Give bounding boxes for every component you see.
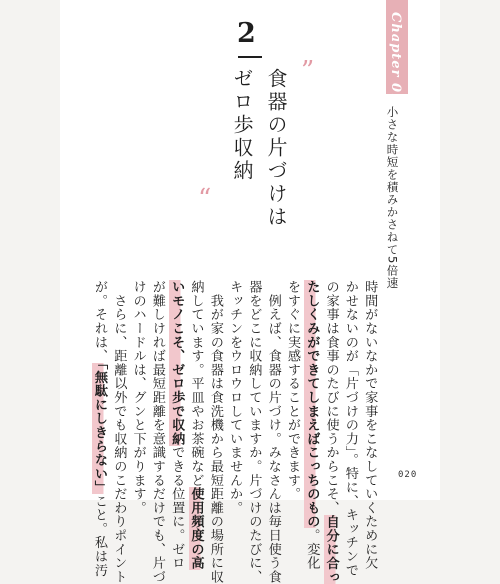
chapter-tab-label: Chapter 01 bbox=[388, 12, 403, 104]
open-quote-mark: ” bbox=[301, 56, 315, 86]
body-text-run: 我が家の食器は食洗機から最短距離の場所に収 bbox=[207, 280, 223, 584]
body-line bbox=[151, 280, 164, 584]
body-text-run: かせないのが「片づけの力」。特に、キッチンで bbox=[342, 280, 358, 577]
body-text-run: 納しています。平皿やお茶碗など bbox=[188, 280, 204, 487]
body-line bbox=[247, 280, 260, 584]
body-text-run: の家事は食事のたびに使うからこそ、 bbox=[323, 280, 339, 515]
highlighted-text: 使用頻度の高 bbox=[188, 487, 204, 570]
highlighted-text: たしくみができてしまえばこっちのもの bbox=[304, 280, 320, 529]
body-text-run: をすぐに実感することができます。 bbox=[285, 280, 300, 501]
body-text-run: 例えば、食器の片づけ。みなさんは毎日使う食 bbox=[265, 280, 281, 584]
body-text-run: 。変化 bbox=[304, 528, 320, 570]
body-line bbox=[170, 280, 183, 570]
body-line bbox=[112, 280, 125, 584]
body-line bbox=[93, 280, 106, 577]
body-text-run: こと。私は汚 bbox=[92, 494, 107, 578]
body-line bbox=[228, 280, 241, 515]
body-line bbox=[209, 280, 222, 584]
body-line bbox=[344, 280, 357, 577]
section-number-underline bbox=[238, 56, 262, 58]
close-quote-mark: “ bbox=[198, 184, 212, 214]
title-line-2: ゼロ歩収納 bbox=[230, 68, 254, 183]
body-text-run: が難しければ最短距離を意識するだけでも、片づ bbox=[149, 280, 165, 584]
body-text-run: 器をどこに収納していますか。片づけのたびに、 bbox=[246, 280, 262, 584]
body-text-run: けのハードルは、グンと下がります。 bbox=[130, 280, 146, 515]
highlighted-text: 「無駄にしきらない」 bbox=[92, 362, 107, 495]
section-number: 2 bbox=[237, 18, 256, 49]
highlighted-text: 自分に合っ bbox=[323, 514, 339, 584]
body-line bbox=[324, 280, 337, 584]
body-text-run: さらに、距離以外でも収納のこだわりポイント bbox=[111, 280, 127, 584]
chapter-subtitle: 小さな時短を積みかさねて5倍速 bbox=[385, 106, 400, 290]
body-line bbox=[305, 280, 318, 570]
body-text-run: が。それは、 bbox=[92, 280, 107, 363]
page-number: 020 bbox=[398, 470, 418, 480]
body-line bbox=[131, 280, 144, 515]
body-line bbox=[286, 280, 299, 501]
body-text-run: できる位置に。ゼロ bbox=[169, 445, 185, 570]
body-text-run: キッチンをウロウロしていませんか。 bbox=[227, 280, 243, 515]
body-line bbox=[189, 280, 202, 570]
body-line bbox=[267, 280, 280, 584]
title-line-1: 食器の片づけは bbox=[264, 68, 288, 229]
highlighted-text: いモノこそ、ゼロ歩で収納 bbox=[169, 280, 185, 446]
body-text-run: 時間がないなかで家事をこなしていくために欠 bbox=[362, 280, 378, 570]
body-line bbox=[363, 280, 376, 570]
